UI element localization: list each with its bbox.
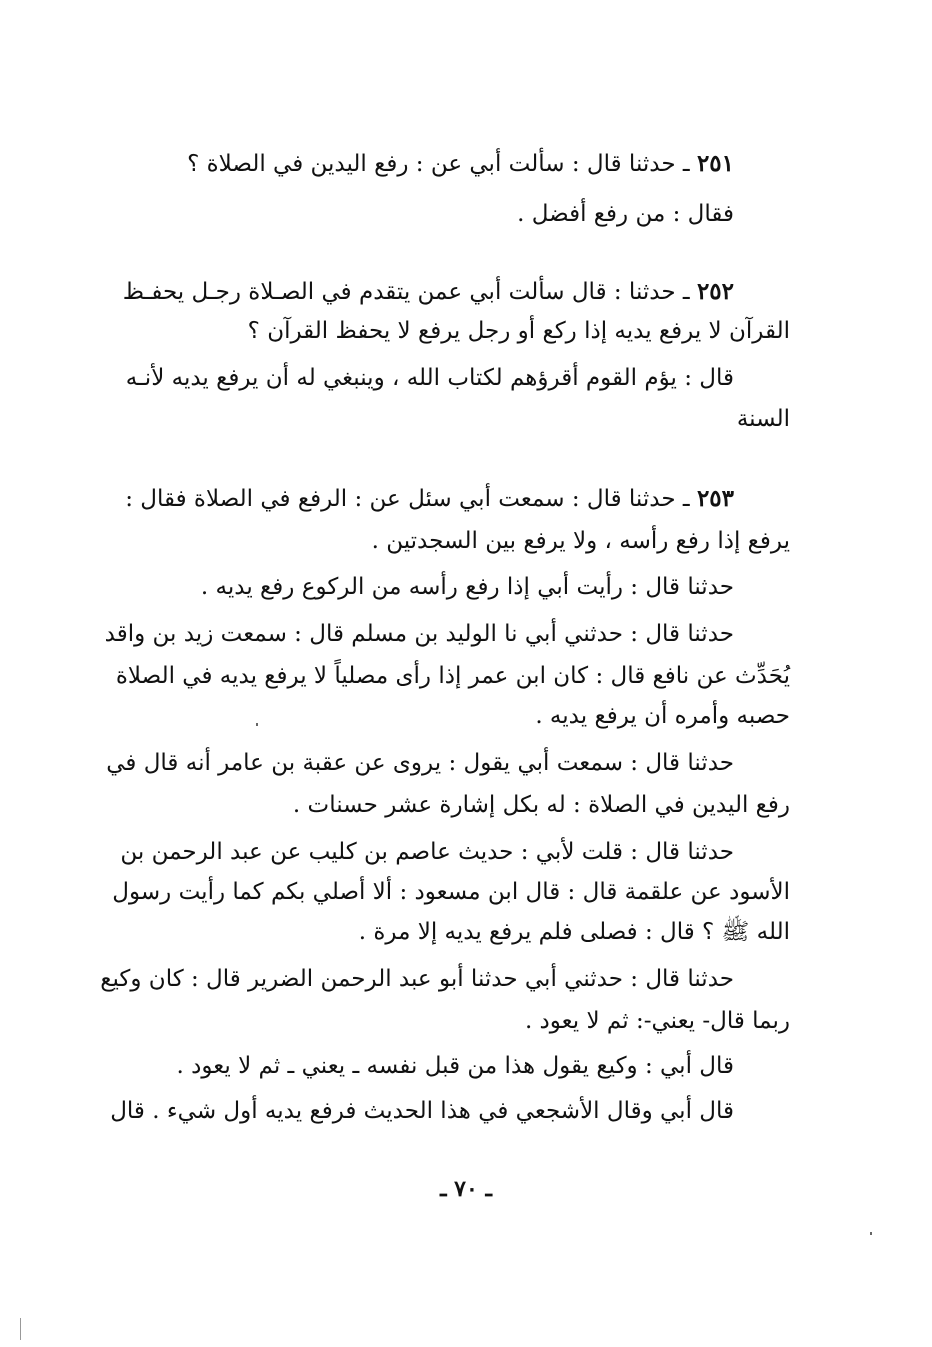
paragraph-251-line-1: ٢٥١ ـ حدثنا قال : سألت أبي عن : رفع اليدين في الصلاة ؟ — [187, 150, 734, 177]
paragraph-252-line-4: السنة — [736, 406, 790, 432]
paragraph-253-line-1: ٢٥٣ ـ حدثنا قال : سمعت أبي سئل عن : الرفع في الصلاة فقال : — [125, 485, 734, 512]
paragraph-253-line-6: حصبه وأمره أن يرفع يديه . — [535, 703, 790, 729]
scan-speck — [256, 723, 258, 726]
paragraph-253-line-12: حدثنا قال : حدثني أبي حدثنا أبو عبد الرحمن الضرير قال : كان وكيع — [100, 966, 734, 992]
paragraph-253-line-5: يُحَدِّث عن نافع قال : كان ابن عمر إذا رأى مصلياً لا يرفع يديه في الصلاة — [115, 663, 790, 689]
paragraph-253-line-9: حدثنا قال : قلت لأبي : حديث عاصم بن كليب عن عبد الرحمن بن — [120, 839, 734, 865]
paragraph-253-line-15: قال أبي وقال الأشجعي في هذا الحديث فرفع يديه أول شيء . قال — [110, 1098, 734, 1124]
paragraph-252-line-2: القرآن لا يرفع يديه إذا ركع أو رجل يرفع لا يحفظ القرآن ؟ — [247, 318, 790, 344]
paragraph-253-line-2: يرفع إذا رفع رأسه ، ولا يرفع بين السجدتين . — [371, 528, 790, 554]
scan-speck — [870, 1232, 872, 1235]
scan-edge-mark — [20, 1318, 21, 1340]
paragraph-253-number: ٢٥٣ — [696, 485, 734, 512]
page-number: ـ ٧٠ ـ — [440, 1176, 492, 1202]
paragraph-253-line-14: قال أبي : وكيع يقول هذا من قبل نفسه ـ يعني ـ ثم لا يعود . — [176, 1053, 734, 1079]
paragraph-251-line-2: فقال : من رفع أفضل . — [517, 201, 734, 227]
paragraph-252-line-1: ٢٥٢ ـ حدثنا : قال سألت أبي عمن يتقدم في الصـلاة رجـل يحفـظ — [122, 278, 734, 305]
paragraph-252-line-3: قال : يؤم القوم أقرؤهم لكتاب الله ، وينبغي له أن يرفع يديه لأنـه — [125, 365, 734, 391]
paragraph-253-line-3: حدثنا قال : رأيت أبي إذا رفع رأسه من الركوع رفع يديه . — [200, 574, 734, 600]
paragraph-253-line-11: الله ﷺ ؟ قال : فصلى فلم يرفع يديه إلا مرة . — [358, 919, 790, 945]
paragraph-253-line-4: حدثنا قال : حدثني أبي نا الوليد بن مسلم قال : سمعت زيد بن واقد — [104, 621, 734, 647]
paragraph-253-line-13: ربما قال- يعني-: ثم لا يعود . — [524, 1008, 790, 1034]
paragraph-251-number: ٢٥١ — [696, 150, 734, 177]
paragraph-253-line-10: الأسود عن علقمة قال : قال ابن مسعود : ألا أصلي بكم كما رأيت رسول — [112, 879, 790, 905]
paragraph-253-line-8: رفع اليدين في الصلاة : له بكل إشارة عشر حسنات . — [292, 792, 790, 818]
paragraph-253-line-7: حدثنا قال : سمعت أبي يقول : يروى عن عقبة بن عامر أنه قال في — [106, 750, 734, 776]
paragraph-252-number: ٢٥٢ — [696, 278, 734, 305]
